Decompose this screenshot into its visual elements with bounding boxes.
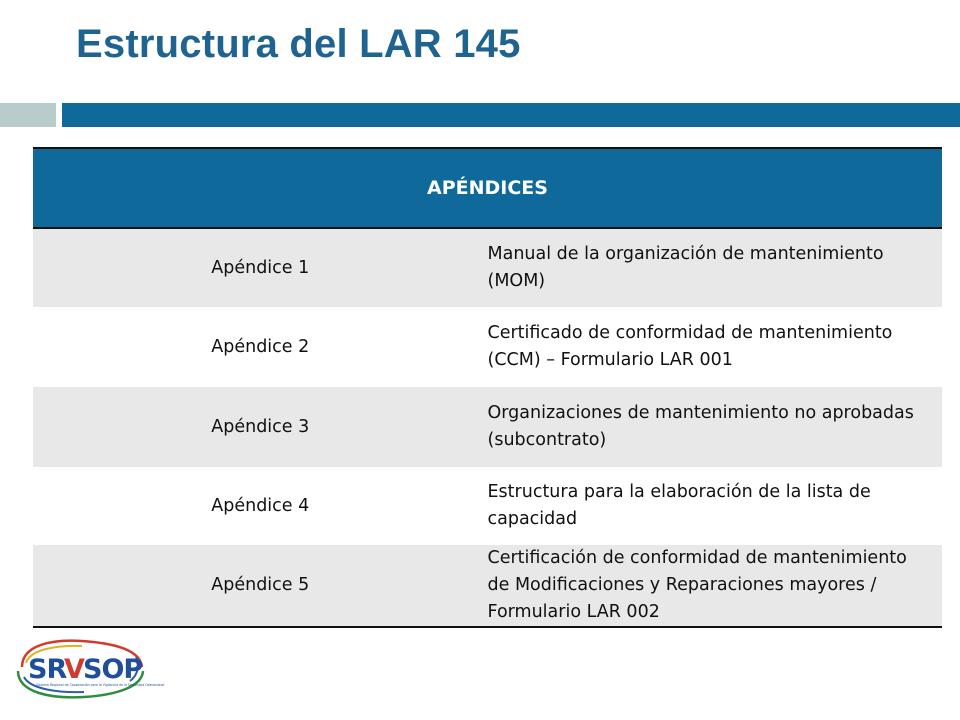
svg-text:V: V bbox=[64, 654, 85, 685]
table-row bbox=[33, 467, 942, 545]
appendix-label: Apéndice 3 bbox=[33, 387, 488, 467]
appendix-description: Organizaciones de mantenimiento no aprobadas (subcontrato) bbox=[488, 387, 943, 467]
svg-text:SR: SR bbox=[28, 654, 67, 685]
appendices-table bbox=[33, 147, 942, 628]
appendix-description: Certificado de conformidad de mantenimiento (CCM) – Formulario LAR 001 bbox=[488, 307, 943, 387]
accent-bar-blue bbox=[62, 103, 960, 127]
table-header: APÉNDICES bbox=[33, 148, 942, 228]
svg-text:Sistema Regional de Cooperació: Sistema Regional de Cooperación para la Vigilancia de la Seguridad Operacional bbox=[36, 683, 165, 687]
appendix-description: Manual de la organización de mantenimiento (MOM) bbox=[488, 228, 943, 307]
table-row bbox=[33, 228, 942, 307]
appendix-description: Certificación de conformidad de mantenimiento de Modificaciones y Reparaciones mayores / Formulario LAR 002 bbox=[488, 545, 943, 627]
table-row bbox=[33, 545, 942, 627]
appendix-label: Apéndice 5 bbox=[33, 545, 488, 627]
appendix-description: Estructura para la elaboración de la lista de capacidad bbox=[488, 467, 943, 545]
srvsop-logo bbox=[12, 637, 165, 699]
appendix-label: Apéndice 1 bbox=[33, 228, 488, 307]
appendix-label: Apéndice 4 bbox=[33, 467, 488, 545]
table-row bbox=[33, 307, 942, 387]
srvsop-logo-graphic bbox=[12, 637, 165, 699]
slide-title: Estructura del LAR 145 bbox=[76, 22, 521, 66]
svg-text:SOP: SOP bbox=[83, 654, 143, 685]
table-row bbox=[33, 387, 942, 467]
accent-bar-gray bbox=[0, 103, 56, 127]
appendix-label: Apéndice 2 bbox=[33, 307, 488, 387]
